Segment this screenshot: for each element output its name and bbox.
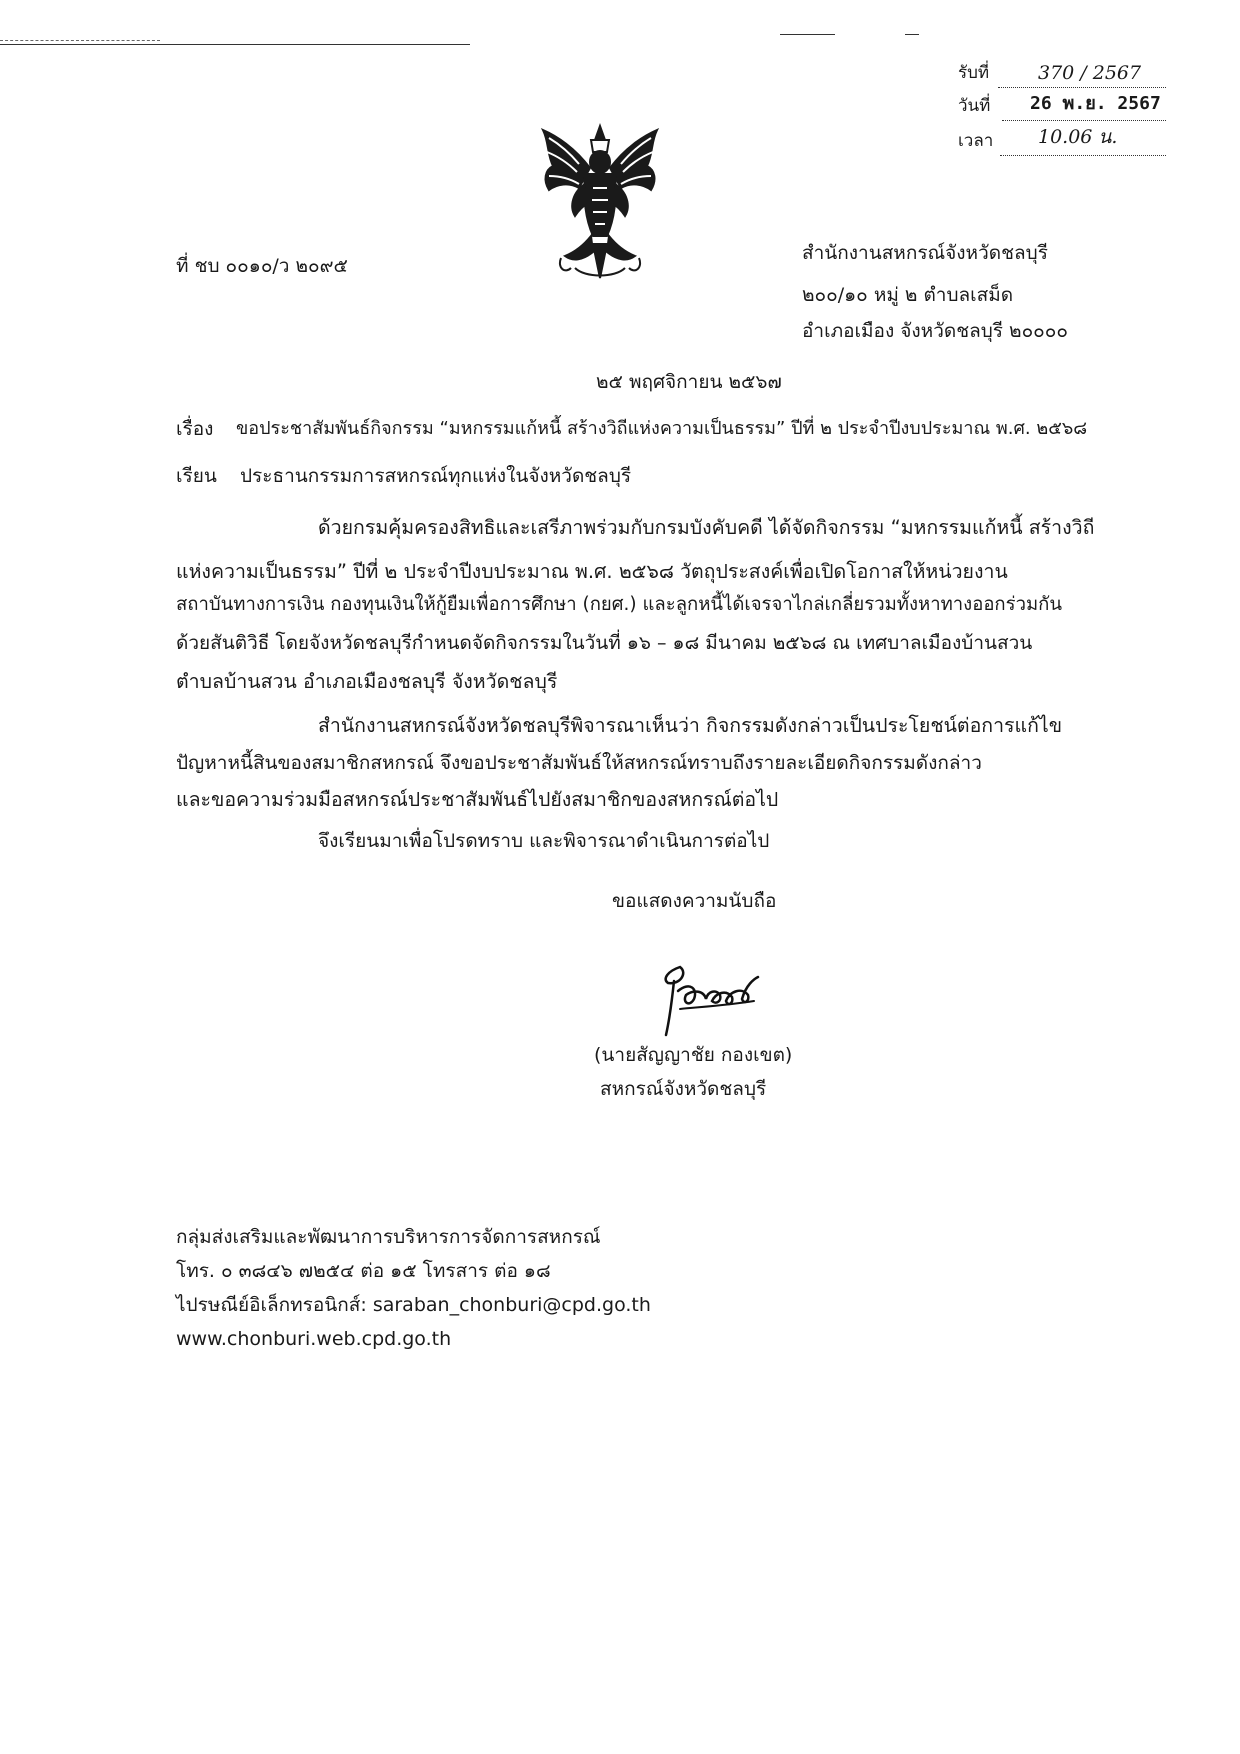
scan-edge-line xyxy=(780,34,835,35)
paragraph-line: แห่งความเป็นธรรม” ปีที่ ๒ ประจำปีงบประมาณ พ.ศ. ๒๕๖๘ วัตถุประสงค์เพื่อเปิดโอกาสให้หน่วยงาน xyxy=(176,560,1008,583)
footer-website: www.chonburi.web.cpd.go.th xyxy=(176,1328,452,1350)
closing-request: จึงเรียนมาเพื่อโปรดทราบ และพิจารณาดำเนินการต่อไป xyxy=(318,830,770,852)
signatory-name: (นายสัญญาชัย กองเขต) xyxy=(594,1044,793,1066)
signatory-position: สหกรณ์จังหวัดชลบุรี xyxy=(600,1078,767,1100)
subject-text: ขอประชาสัมพันธ์กิจกรรม “มหกรรมแก้หนี้ สร้างวิถีแห่งความเป็นธรรม” ปีที่ ๒ ประจำปีงบประมาณ พ.ศ. ๒๕๖๘ xyxy=(236,418,1088,439)
footer-unit: กลุ่มส่งเสริมและพัฒนาการบริหารการจัดการสหกรณ์ xyxy=(176,1226,601,1248)
sign-off: ขอแสดงความนับถือ xyxy=(612,890,777,912)
stamp-date-value: 26 พ.ย. 2567 xyxy=(1030,93,1161,114)
org-address-line-2: อำเภอเมือง จังหวัดชลบุรี ๒๐๐๐๐ xyxy=(802,320,1068,342)
garuda-emblem-icon xyxy=(535,118,665,288)
stamp-time-row xyxy=(958,128,1168,156)
paragraph-line: ด้วยสันติวิธี โดยจังหวัดชลบุรีกำหนดจัดกิจกรรมในวันที่ ๑๖ – ๑๘ มีนาคม ๒๕๖๘ ณ เทศบาลเมืองบ้านสวน xyxy=(176,632,1033,654)
stamp-received-row xyxy=(958,60,1168,88)
scan-edge-line xyxy=(0,40,160,41)
org-address-line-1: ๒๐๐/๑๐ หมู่ ๒ ตำบลเสม็ด xyxy=(802,284,1014,306)
stamp-received-label: รับที่ xyxy=(958,63,990,83)
paragraph-line: สถาบันทางการเงิน กองทุนเงินให้กู้ยืมเพื่อการศึกษา (กยศ.) และลูกหนี้ได้เจรจาไกล่เกลี่ยรวมทั้งหาทางออกร่วมกัน xyxy=(176,594,1062,615)
stamp-time-label: เวลา xyxy=(958,131,994,151)
footer-phone: โทร. ๐ ๓๘๔๖ ๗๒๕๔ ต่อ ๑๕ โทรสาร ต่อ ๑๘ xyxy=(176,1260,551,1282)
paragraph-line: และขอความร่วมมือสหกรณ์ประชาสัมพันธ์ไปยังสมาชิกของสหกรณ์ต่อไป xyxy=(176,788,779,811)
stamp-date-row xyxy=(958,93,1168,121)
scan-edge-line xyxy=(905,34,919,35)
paragraph-line: ด้วยกรมคุ้มครองสิทธิและเสรีภาพร่วมกับกรมบังคับคดี ได้จัดกิจกรรม “มหกรรมแก้หนี้ สร้างวิถี xyxy=(318,516,1095,539)
reference-number: ที่ ชบ ๐๐๑๐/ว ๒๐๙๕ xyxy=(176,255,348,277)
stamp-time-value: 10.06 น. xyxy=(1038,126,1118,148)
document-date: ๒๕ พฤศจิกายน ๒๕๖๗ xyxy=(596,371,782,393)
org-name: สำนักงานสหกรณ์จังหวัดชลบุรี xyxy=(802,242,1048,264)
footer-email: ไปรษณีย์อิเล็กทรอนิกส์: saraban_chonburi@cpd.go.th xyxy=(176,1294,651,1316)
paragraph-line: ปัญหาหนี้สินของสมาชิกสหกรณ์ จึงขอประชาสัมพันธ์ให้สหกรณ์ทราบถึงรายละเอียดกิจกรรมดังกล่าว xyxy=(176,752,982,774)
addressee-text: ประธานกรรมการสหกรณ์ทุกแห่งในจังหวัดชลบุรี xyxy=(240,465,632,487)
subject-label: เรื่อง xyxy=(176,418,214,440)
scan-edge-line xyxy=(0,44,470,45)
paragraph-line: ตำบลบ้านสวน อำเภอเมืองชลบุรี จังหวัดชลบุรี xyxy=(176,670,558,693)
addressee-label: เรียน xyxy=(176,465,217,487)
handwritten-signature xyxy=(650,955,790,1045)
stamp-date-label: วันที่ xyxy=(958,96,991,116)
paragraph-line: สำนักงานสหกรณ์จังหวัดชลบุรีพิจารณาเห็นว่า กิจกรรมดังกล่าวเป็นประโยชน์ต่อการแก้ไข xyxy=(318,714,1063,737)
stamp-received-value: 370 / 2567 xyxy=(1038,62,1142,84)
